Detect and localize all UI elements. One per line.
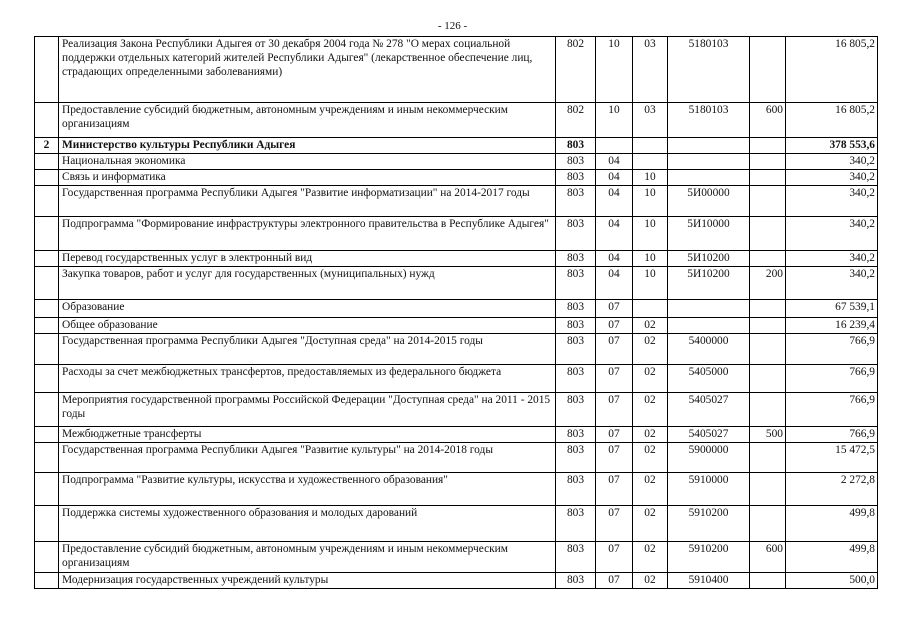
grbs-code-cell: 803	[556, 170, 596, 186]
budget-table	[34, 36, 878, 589]
expense-type-cell	[750, 138, 786, 154]
section-code-cell: 04	[596, 267, 633, 300]
table-row	[35, 300, 878, 318]
section-code-cell: 07	[596, 473, 633, 506]
table-row	[35, 334, 878, 365]
target-article-cell: 5910200	[668, 506, 750, 542]
amount-cell: 15 472,5	[786, 443, 878, 473]
amount-cell: 67 539,1	[786, 300, 878, 318]
item-name-cell: Перевод государственных услуг в электронный вид	[59, 251, 556, 267]
table-row	[35, 506, 878, 542]
expense-type-cell: 600	[750, 103, 786, 138]
item-name-cell: Общее образование	[59, 318, 556, 334]
subsection-code-cell: 02	[633, 318, 668, 334]
expense-type-cell	[750, 154, 786, 170]
table-row	[35, 473, 878, 506]
expense-type-cell	[750, 251, 786, 267]
row-number-cell	[35, 573, 59, 589]
grbs-code-cell: 803	[556, 573, 596, 589]
amount-cell: 766,9	[786, 334, 878, 365]
subsection-code-cell: 03	[633, 37, 668, 103]
target-article-cell	[668, 300, 750, 318]
row-number-cell	[35, 542, 59, 573]
expense-type-cell	[750, 300, 786, 318]
table-row	[35, 170, 878, 186]
amount-cell: 499,8	[786, 542, 878, 573]
section-code-cell: 04	[596, 186, 633, 217]
target-article-cell: 5180103	[668, 103, 750, 138]
item-name-cell: Министерство культуры Республики Адыгея	[59, 138, 556, 154]
amount-cell: 340,2	[786, 186, 878, 217]
grbs-code-cell: 803	[556, 365, 596, 393]
section-code-cell: 04	[596, 170, 633, 186]
grbs-code-cell: 803	[556, 267, 596, 300]
row-number-cell	[35, 393, 59, 427]
row-number-cell	[35, 365, 59, 393]
row-number-cell	[35, 217, 59, 251]
row-number-cell	[35, 103, 59, 138]
subsection-code-cell: 10	[633, 170, 668, 186]
amount-cell: 340,2	[786, 251, 878, 267]
table-row	[35, 393, 878, 427]
target-article-cell: 5И10000	[668, 217, 750, 251]
grbs-code-cell: 803	[556, 542, 596, 573]
section-code-cell: 07	[596, 393, 633, 427]
expense-type-cell	[750, 170, 786, 186]
grbs-code-cell: 803	[556, 217, 596, 251]
subsection-code-cell: 02	[633, 542, 668, 573]
amount-cell: 340,2	[786, 217, 878, 251]
table-row	[35, 186, 878, 217]
table-row	[35, 154, 878, 170]
grbs-code-cell: 803	[556, 300, 596, 318]
target-article-cell: 5910400	[668, 573, 750, 589]
subsection-code-cell: 02	[633, 334, 668, 365]
row-number-cell	[35, 154, 59, 170]
item-name-cell: Национальная экономика	[59, 154, 556, 170]
grbs-code-cell: 803	[556, 138, 596, 154]
amount-cell: 766,9	[786, 365, 878, 393]
grbs-code-cell: 803	[556, 334, 596, 365]
row-number-cell	[35, 334, 59, 365]
target-article-cell: 5910200	[668, 542, 750, 573]
amount-cell: 2 272,8	[786, 473, 878, 506]
table-row	[35, 103, 878, 138]
subsection-code-cell: 10	[633, 267, 668, 300]
table-row	[35, 138, 878, 154]
row-number-cell	[35, 318, 59, 334]
page-number: - 126 -	[437, 20, 468, 32]
amount-cell: 500,0	[786, 573, 878, 589]
row-number-cell	[35, 443, 59, 473]
grbs-code-cell: 803	[556, 443, 596, 473]
target-article-cell	[668, 318, 750, 334]
expense-type-cell	[750, 334, 786, 365]
expense-type-cell	[750, 37, 786, 103]
item-name-cell: Закупка товаров, работ и услуг для государственных (муниципальных) нужд	[59, 267, 556, 300]
target-article-cell	[668, 170, 750, 186]
grbs-code-cell: 803	[556, 318, 596, 334]
expense-type-cell	[750, 318, 786, 334]
target-article-cell: 5И10200	[668, 267, 750, 300]
amount-cell: 766,9	[786, 427, 878, 443]
table-row	[35, 37, 878, 103]
subsection-code-cell: 02	[633, 573, 668, 589]
target-article-cell: 5400000	[668, 334, 750, 365]
row-number-cell	[35, 506, 59, 542]
row-number-cell	[35, 186, 59, 217]
subsection-code-cell: 02	[633, 443, 668, 473]
row-number-cell	[35, 473, 59, 506]
expense-type-cell	[750, 506, 786, 542]
section-code-cell: 04	[596, 217, 633, 251]
subsection-code-cell: 02	[633, 506, 668, 542]
table-row	[35, 443, 878, 473]
table-row	[35, 573, 878, 589]
section-code-cell: 07	[596, 318, 633, 334]
target-article-cell	[668, 154, 750, 170]
section-code-cell: 07	[596, 542, 633, 573]
grbs-code-cell: 803	[556, 154, 596, 170]
subsection-code-cell: 02	[633, 427, 668, 443]
subsection-code-cell	[633, 154, 668, 170]
expense-type-cell	[750, 186, 786, 217]
section-code-cell	[596, 138, 633, 154]
amount-cell: 340,2	[786, 170, 878, 186]
subsection-code-cell: 10	[633, 186, 668, 217]
expense-type-cell: 600	[750, 542, 786, 573]
item-name-cell: Мероприятия государственной программы Российской Федерации "Доступная среда" на 2011 - 2015 годы	[59, 393, 556, 427]
item-name-cell: Связь и информатика	[59, 170, 556, 186]
section-code-cell: 07	[596, 300, 633, 318]
expense-type-cell	[750, 573, 786, 589]
subsection-code-cell: 02	[633, 393, 668, 427]
grbs-code-cell: 803	[556, 427, 596, 443]
item-name-cell: Модернизация государственных учреждений культуры	[59, 573, 556, 589]
subsection-code-cell	[633, 300, 668, 318]
item-name-cell: Предоставление субсидий бюджетным, автономным учреждениям и иным некоммерческим организациям	[59, 103, 556, 138]
section-code-cell: 04	[596, 154, 633, 170]
item-name-cell: Предоставление субсидий бюджетным, автономным учреждениям и иным некоммерческим организациям	[59, 542, 556, 573]
grbs-code-cell: 803	[556, 393, 596, 427]
grbs-code-cell: 803	[556, 506, 596, 542]
grbs-code-cell: 803	[556, 251, 596, 267]
target-article-cell: 5И00000	[668, 186, 750, 217]
row-number-cell: 2	[35, 138, 59, 154]
target-article-cell: 5910000	[668, 473, 750, 506]
amount-cell: 16 805,2	[786, 103, 878, 138]
grbs-code-cell: 803	[556, 473, 596, 506]
row-number-cell	[35, 300, 59, 318]
item-name-cell: Поддержка системы художественного образования и молодых дарований	[59, 506, 556, 542]
table-row	[35, 365, 878, 393]
target-article-cell: 5900000	[668, 443, 750, 473]
grbs-code-cell: 802	[556, 103, 596, 138]
section-code-cell: 07	[596, 365, 633, 393]
subsection-code-cell	[633, 138, 668, 154]
expense-type-cell: 200	[750, 267, 786, 300]
section-code-cell: 07	[596, 573, 633, 589]
amount-cell: 16 239,4	[786, 318, 878, 334]
expense-type-cell	[750, 443, 786, 473]
item-name-cell: Государственная программа Республики Адыгея "Доступная среда" на 2014-2015 годы	[59, 334, 556, 365]
expense-type-cell	[750, 365, 786, 393]
amount-cell: 378 553,6	[786, 138, 878, 154]
expense-type-cell	[750, 393, 786, 427]
subsection-code-cell: 03	[633, 103, 668, 138]
amount-cell: 340,2	[786, 267, 878, 300]
expense-type-cell	[750, 217, 786, 251]
row-number-cell	[35, 170, 59, 186]
target-article-cell: 5405000	[668, 365, 750, 393]
row-number-cell	[35, 267, 59, 300]
section-code-cell: 07	[596, 334, 633, 365]
expense-type-cell: 500	[750, 427, 786, 443]
section-code-cell: 10	[596, 103, 633, 138]
item-name-cell: Государственная программа Республики Адыгея "Развитие информатизации" на 2014-2017 годы	[59, 186, 556, 217]
section-code-cell: 04	[596, 251, 633, 267]
item-name-cell: Подпрограмма "Формирование инфраструктуры электронного правительства в Республике Адыгея"	[59, 217, 556, 251]
grbs-code-cell: 802	[556, 37, 596, 103]
item-name-cell: Государственная программа Республики Адыгея "Развитие культуры" на 2014-2018 годы	[59, 443, 556, 473]
subsection-code-cell: 02	[633, 365, 668, 393]
table-row	[35, 217, 878, 251]
target-article-cell: 5405027	[668, 427, 750, 443]
table-row	[35, 267, 878, 300]
amount-cell: 766,9	[786, 393, 878, 427]
section-code-cell: 10	[596, 37, 633, 103]
row-number-cell	[35, 427, 59, 443]
subsection-code-cell: 10	[633, 251, 668, 267]
row-number-cell	[35, 37, 59, 103]
target-article-cell: 5И10200	[668, 251, 750, 267]
expense-type-cell	[750, 473, 786, 506]
table-row	[35, 427, 878, 443]
section-code-cell: 07	[596, 427, 633, 443]
subsection-code-cell: 10	[633, 217, 668, 251]
item-name-cell: Реализация Закона Республики Адыгея от 30 декабря 2004 года № 278 "О мерах социальной поддержки отдельных категорий жителей Республики Адыгея" (лекарственное обеспечение лиц, страдающих определенными заболеваниями)	[59, 37, 556, 103]
target-article-cell: 5180103	[668, 37, 750, 103]
grbs-code-cell: 803	[556, 186, 596, 217]
target-article-cell	[668, 138, 750, 154]
subsection-code-cell: 02	[633, 473, 668, 506]
item-name-cell: Подпрограмма "Развитие культуры, искусства и художественного образования"	[59, 473, 556, 506]
section-code-cell: 07	[596, 443, 633, 473]
table-row	[35, 251, 878, 267]
target-article-cell: 5405027	[668, 393, 750, 427]
amount-cell: 340,2	[786, 154, 878, 170]
amount-cell: 499,8	[786, 506, 878, 542]
table-row	[35, 542, 878, 573]
item-name-cell: Образование	[59, 300, 556, 318]
amount-cell: 16 805,2	[786, 37, 878, 103]
table-row	[35, 318, 878, 334]
row-number-cell	[35, 251, 59, 267]
item-name-cell: Расходы за счет межбюджетных трансфертов, предоставляемых из федерального бюджета	[59, 365, 556, 393]
item-name-cell: Межбюджетные трансферты	[59, 427, 556, 443]
section-code-cell: 07	[596, 506, 633, 542]
